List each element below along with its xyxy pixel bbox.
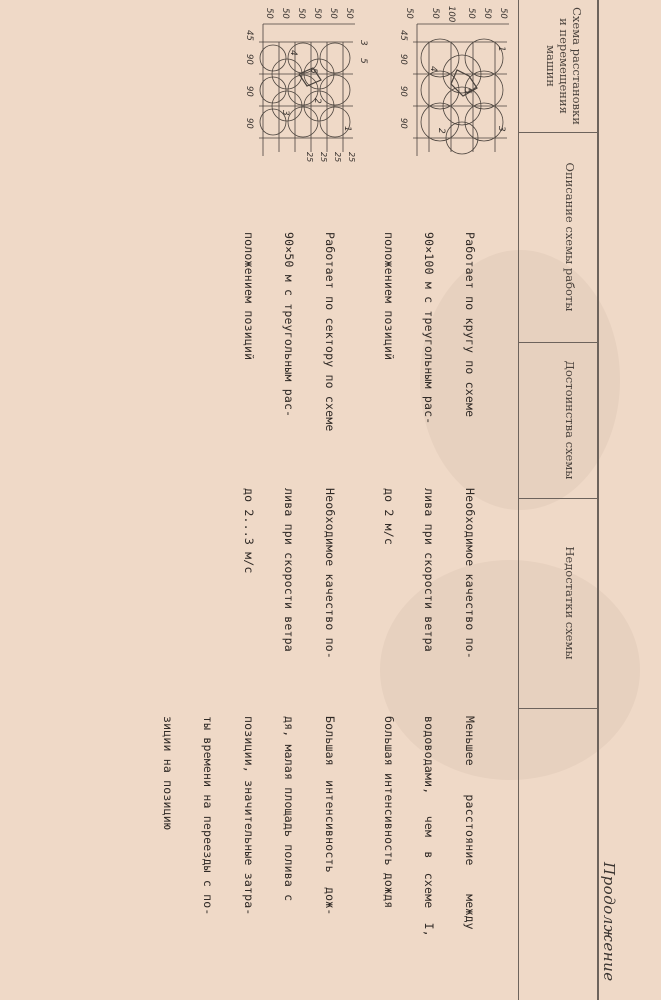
dimension-label: 45 bbox=[244, 30, 254, 41]
dimension-label: 90 bbox=[398, 86, 408, 97]
dimension-label: 90 bbox=[244, 118, 254, 129]
disadvantages-line: Большая интенсивность дож- bbox=[323, 716, 337, 916]
dimension-label: 25 bbox=[305, 152, 314, 163]
dimension-label: 25 bbox=[319, 152, 328, 163]
advantages-line: лива при скорости ветра bbox=[282, 488, 297, 652]
scheme-label: 1 bbox=[496, 46, 506, 52]
description-line: положением позиций bbox=[382, 232, 396, 361]
header-advantages: Достоинства схемы bbox=[563, 360, 577, 480]
description-line: 90×100 м с треугольным рас- bbox=[422, 232, 437, 425]
column-divider bbox=[519, 498, 599, 499]
header-bottom-rule bbox=[518, 0, 519, 1000]
disadvantages-line: дя, малая площадь полива с bbox=[282, 716, 297, 902]
disadvantages-line: ты времени на переезды с по- bbox=[201, 716, 216, 916]
disadvantages-line: зиции на позицию bbox=[161, 716, 175, 830]
advantages-line: до 2 м/с bbox=[382, 488, 396, 545]
dimension-label: 50 bbox=[430, 8, 440, 19]
top-marker-label: 3 bbox=[358, 40, 368, 46]
scheme-label: 2 bbox=[312, 98, 322, 104]
description-line: Работает по сектору по схеме bbox=[323, 232, 337, 432]
scheme-dimensions-bottom bbox=[244, 30, 254, 129]
advantages-line: Необходимое качество по- bbox=[463, 488, 477, 659]
scheme-label: 3 bbox=[496, 126, 506, 132]
dimension-label: 50 bbox=[404, 8, 414, 19]
scheme-label: 3 bbox=[280, 110, 290, 116]
description-line: 90×50 м с треугольным рас- bbox=[282, 232, 297, 418]
column-divider bbox=[519, 708, 599, 709]
scheme-top-markers bbox=[358, 40, 368, 64]
dimension-label: 50 bbox=[264, 8, 274, 19]
header-disadvantages: Недостатки схемы bbox=[563, 546, 577, 660]
scheme-label: 5 bbox=[308, 68, 318, 74]
header-scheme-line: и перемещения машин bbox=[544, 18, 571, 114]
dimension-label: 45 bbox=[398, 30, 408, 41]
header-description: Описание схемы работы bbox=[563, 162, 577, 312]
scheme-dimensions-left bbox=[404, 6, 508, 22]
scheme-grid bbox=[259, 24, 355, 156]
continuation-label: Продолжение bbox=[600, 862, 618, 982]
disadvantages-line: водоводами, чем в схеме I, bbox=[422, 716, 437, 937]
dimension-label: 50 bbox=[466, 8, 476, 19]
dimension-label: 50 bbox=[280, 8, 290, 19]
scheme-labels bbox=[280, 50, 352, 132]
dimension-label: 50 bbox=[482, 8, 492, 19]
scheme-dimensions-left bbox=[264, 8, 354, 19]
advantages-line: лива при скорости ветра bbox=[422, 488, 437, 652]
dimension-label: 90 bbox=[398, 118, 408, 129]
scheme-label: 5 bbox=[462, 88, 472, 94]
row-2-scheme-diagram bbox=[241, 6, 373, 166]
row-1-disadvantages bbox=[355, 716, 504, 937]
row-2-advantages bbox=[215, 488, 364, 659]
disadvantages-line: Меньшее расстояние между bbox=[463, 716, 477, 930]
scheme-labels bbox=[428, 46, 506, 134]
scheme-label: 4 bbox=[428, 66, 438, 72]
scheme-dimensions-bottom bbox=[398, 30, 408, 129]
column-divider bbox=[519, 132, 599, 133]
row-1-scheme-diagram bbox=[393, 6, 513, 166]
disadvantages-line: позиции, значительные затра- bbox=[242, 716, 256, 916]
advantages-line: до 2...3 м/с bbox=[242, 488, 256, 574]
scheme-label: 4 bbox=[288, 50, 298, 56]
advantages-line: Необходимое качество по- bbox=[323, 488, 337, 659]
dimension-label: 50 bbox=[498, 8, 508, 19]
disadvantages-line: большая интенсивность дождя bbox=[382, 716, 396, 909]
scheme-label: 1 bbox=[342, 126, 352, 132]
dimension-label: 50 bbox=[296, 8, 306, 19]
header-scheme-line: Схема расстановки bbox=[570, 7, 584, 125]
dimension-label: 90 bbox=[244, 86, 254, 97]
top-marker-label: 5 bbox=[358, 58, 368, 64]
scheme-label: 2 bbox=[436, 128, 446, 134]
scheme-dimensions-right bbox=[305, 152, 356, 162]
header-scheme bbox=[544, 0, 583, 132]
dimension-label: 25 bbox=[347, 152, 356, 163]
dimension-label: 90 bbox=[244, 54, 254, 65]
column-divider bbox=[519, 342, 599, 343]
dimension-label: 50 bbox=[312, 8, 322, 19]
row-2-description bbox=[215, 232, 364, 431]
dimension-label: 100 bbox=[446, 6, 456, 23]
table-top-rule bbox=[598, 0, 600, 1000]
scheme-grid bbox=[413, 24, 509, 156]
row-1-description bbox=[355, 232, 504, 424]
dimension-label: 90 bbox=[398, 54, 408, 65]
dimension-label: 50 bbox=[328, 8, 338, 19]
description-line: Работает по кругу по схеме bbox=[463, 232, 477, 418]
description-line: положением позиций bbox=[242, 232, 256, 361]
row-2-disadvantages bbox=[134, 716, 364, 915]
dimension-label: 50 bbox=[344, 8, 354, 19]
row-1-advantages bbox=[355, 488, 504, 659]
dimension-label: 25 bbox=[333, 152, 342, 163]
